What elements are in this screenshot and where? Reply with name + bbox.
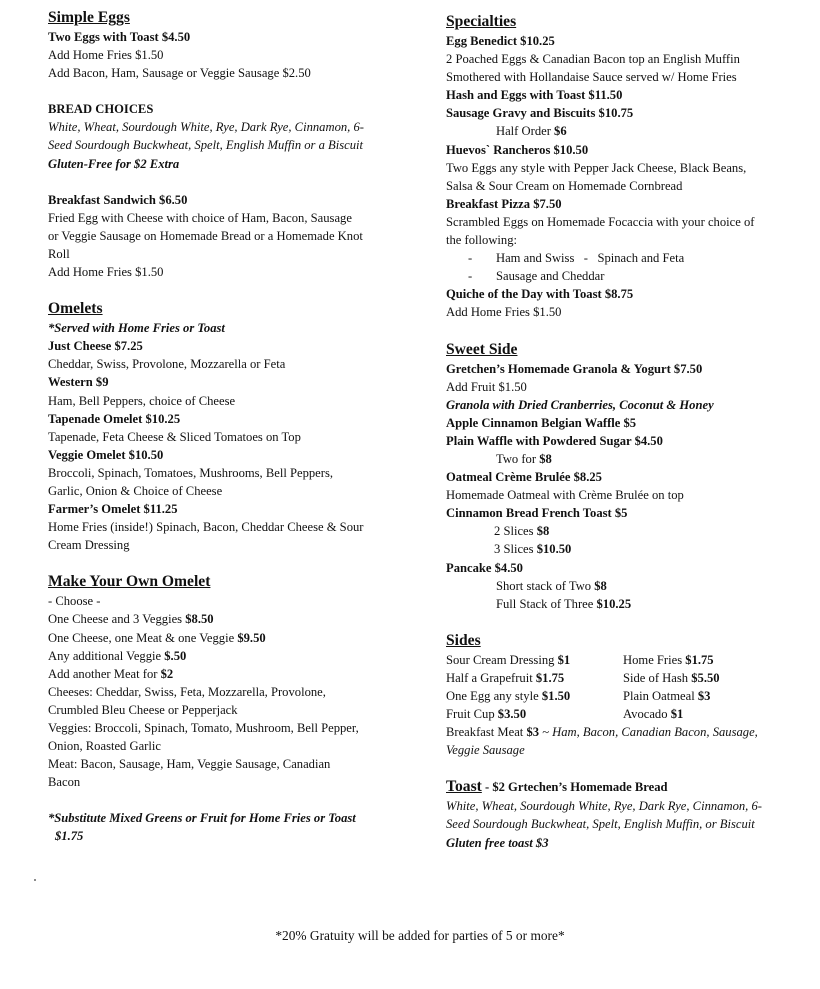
- menu-item: Add Home Fries $1.50: [48, 48, 164, 63]
- half-order-line: [446, 122, 798, 140]
- breakfast-meat-line: [446, 723, 798, 741]
- sides-row: [446, 651, 798, 669]
- egg-benedict-title: Egg Benedict $10.25: [446, 34, 555, 48]
- omelet-title: Veggie Omelet $10.50: [48, 447, 164, 462]
- side-item: [623, 669, 720, 687]
- toast-header-line: [446, 777, 798, 797]
- simple-eggs-header: Simple Eggs: [48, 9, 130, 26]
- option-line: [446, 595, 798, 613]
- right-column: [446, 8, 798, 852]
- sweet-side-header: Sweet Side: [446, 340, 518, 358]
- meat-list: ~ Ham, Bacon, Canadian Bacon, Sausage,: [539, 725, 758, 740]
- option-line: [48, 647, 410, 665]
- side-text: Fruit Cup: [446, 707, 498, 722]
- sides-header: Sides: [446, 631, 481, 649]
- option-line: [48, 665, 410, 683]
- description-line: Roll: [48, 246, 70, 261]
- option-text: 3 Slices: [494, 542, 537, 557]
- half-order-price: $6: [554, 124, 567, 139]
- side-price: $1: [670, 707, 684, 722]
- stray-dot: [34, 879, 36, 881]
- dash-bullet: -: [468, 251, 473, 266]
- pizza-option-text: Ham and Swiss - Spinach and Feta: [496, 251, 685, 266]
- description-line: Broccoli, Spinach, Tomatoes, Mushrooms, Bell Peppers,: [48, 465, 334, 480]
- menu-item: Add Bacon, Ham, Sausage or Veggie Sausage $2.50: [48, 66, 311, 81]
- granola-note: Granola with Dried Cranberries, Coconut & Honey: [446, 397, 714, 412]
- granola-title: Gretchen’s Homemade Granola & Yogurt $7.50: [446, 361, 703, 376]
- omelets-header: Omelets: [48, 300, 103, 318]
- oatmeal-title: Oatmeal Crème Brulée $8.25: [446, 470, 602, 485]
- option-text: Add another Meat for: [48, 666, 161, 681]
- description-line: Ham, Bell Peppers, choice of Cheese: [48, 393, 236, 408]
- description-line: Tapenade, Feta Cheese & Sliced Tomatoes on Top: [48, 429, 301, 444]
- bread-list-line: White, Wheat, Sourdough White, Rye, Dark Rye, Cinnamon, 6-: [446, 799, 762, 814]
- left-column: [48, 8, 410, 846]
- option-price: $8.50: [185, 612, 214, 627]
- rancheros-title: Huevos` Rancheros $10.50: [446, 142, 589, 157]
- option-price: $8: [536, 524, 550, 539]
- description-line: or Veggie Sausage on Homemade Bread or a Homemade Knot: [48, 228, 363, 243]
- side-price: $3: [697, 689, 711, 703]
- description-line: Smothered with Hollandaise Sauce served w/ Home Fries: [446, 70, 737, 85]
- breakfast-sandwich-title: Breakfast Sandwich $6.50: [48, 192, 188, 207]
- side-item: [446, 687, 623, 705]
- side-price: $1.75: [535, 670, 565, 685]
- description-line: Homemade Oatmeal with Crème Brulée on top: [446, 488, 684, 503]
- option-price: $9.50: [237, 630, 266, 645]
- specialties-header: Specialties: [446, 13, 517, 30]
- ingredient-line: Meat: Bacon, Sausage, Ham, Veggie Sausage, Canadian: [48, 757, 331, 772]
- gluten-free-toast: Gluten free toast $3: [446, 835, 549, 850]
- side-text: Avocado: [623, 707, 671, 722]
- option-price: $8: [594, 578, 607, 593]
- omelet-title: Tapenade Omelet $10.25: [48, 411, 181, 426]
- choose-label: - Choose -: [48, 594, 101, 609]
- bread-list-line: Seed Sourdough Buckwheat, Spelt, English Muffin or a Biscuit: [48, 138, 364, 153]
- side-price: $1.75: [685, 652, 714, 667]
- option-price: $2: [160, 666, 174, 681]
- side-item: [623, 651, 714, 669]
- description-line: Cheddar, Swiss, Provolone, Mozzarella or Feta: [48, 357, 286, 372]
- addon-line: Add Fruit $1.50: [446, 379, 527, 394]
- omelet-title: Western $9: [48, 375, 109, 390]
- option-text: 2 Slices: [494, 524, 537, 539]
- ingredient-line: Onion, Roasted Garlic: [48, 739, 161, 754]
- omelets-note: *Served with Home Fries or Toast: [48, 321, 225, 336]
- side-item: [623, 705, 683, 723]
- substitute-price: $1.75: [55, 829, 84, 844]
- two-for-label: Two for: [496, 451, 540, 466]
- ingredient-line: Cheeses: Cheddar, Swiss, Feta, Mozzarella, Provolone,: [48, 684, 326, 699]
- pizza-option: [446, 267, 798, 285]
- side-item: [446, 669, 623, 687]
- sides-row: [446, 669, 798, 687]
- option-line: [48, 610, 410, 628]
- dash-bullet: -: [468, 269, 473, 284]
- sides-row: [446, 705, 798, 723]
- option-line: [446, 522, 798, 540]
- gratuity-footer: *20% Gratuity will be added for parties of 5 or more*: [275, 928, 565, 943]
- side-price: $1.50: [541, 689, 571, 703]
- option-text: Full Stack of Three: [496, 596, 597, 611]
- meat-label: Breakfast Meat: [446, 725, 527, 740]
- option-price: $10.50: [536, 542, 572, 557]
- pizza-title: Breakfast Pizza $7.50: [446, 196, 562, 211]
- hash-eggs-title: Hash and Eggs with Toast $11.50: [446, 88, 623, 103]
- side-price: $1: [557, 652, 571, 667]
- description-line: Salsa & Sour Cream on Homemade Cornbread: [446, 178, 683, 193]
- option-text: One Cheese and 3 Veggies: [48, 612, 186, 627]
- toast-header-rest: - $2 Grtechen’s Homemade Bread: [481, 780, 668, 795]
- description-line: Fried Egg with Cheese with choice of Ham, Bacon, Sausage: [48, 210, 352, 225]
- description-line: the following:: [446, 233, 518, 248]
- quiche-title: Quiche of the Day with Toast $8.75: [446, 287, 634, 302]
- option-price: $.50: [164, 648, 187, 663]
- side-item: [446, 705, 623, 723]
- description-line: Home Fries (inside!) Spinach, Bacon, Cheddar Cheese & Sour: [48, 520, 364, 535]
- side-text: One Egg any style: [446, 689, 542, 703]
- description-line: Cream Dressing: [48, 538, 130, 553]
- option-text: Short stack of Two: [496, 578, 595, 593]
- option-text: Any additional Veggie: [48, 648, 165, 663]
- meat-list-cont: Veggie Sausage: [446, 743, 525, 758]
- description-line: Garlic, Onion & Choice of Cheese: [48, 483, 223, 498]
- ingredient-line: Veggies: Broccoli, Spinach, Tomato, Mushroom, Bell Pepper,: [48, 721, 359, 735]
- meat-price: $3: [526, 725, 540, 740]
- menu-item: Two Eggs with Toast $4.50: [48, 30, 191, 44]
- side-price: $5.50: [691, 670, 720, 685]
- ingredient-line: Crumbled Bleu Cheese or Pepperjack: [48, 702, 238, 717]
- apple-waffle-title: Apple Cinnamon Belgian Waffle $5: [446, 415, 637, 430]
- description-line: Two Eggs any style with Pepper Jack Cheese, Black Beans,: [446, 160, 747, 175]
- option-price: $10.25: [596, 596, 632, 611]
- option-line: [446, 540, 798, 558]
- toast-header: Toast: [446, 778, 482, 796]
- description-line: Scrambled Eggs on Homemade Focaccia with your choice of: [446, 214, 755, 229]
- description-line: 2 Poached Eggs & Canadian Bacon top an English Muffin: [446, 52, 740, 67]
- bread-list-line: White, Wheat, Sourdough White, Rye, Dark Rye, Cinnamon, 6-: [48, 120, 364, 135]
- side-price: $3.50: [497, 707, 527, 722]
- side-text: Plain Oatmeal: [623, 689, 698, 703]
- pancake-title: Pancake $4.50: [446, 560, 523, 575]
- ingredient-line: Bacon: [48, 775, 81, 790]
- make-your-own-header: Make Your Own Omelet: [48, 573, 211, 591]
- side-text: Sour Cream Dressing: [446, 652, 558, 667]
- pizza-option-text: Sausage and Cheddar: [496, 269, 605, 284]
- two-for-price: $8: [539, 451, 552, 466]
- bread-choices-header: BREAD CHOICES: [48, 102, 154, 117]
- side-text: Side of Hash: [623, 670, 692, 685]
- sides-row: [446, 687, 798, 705]
- option-text: One Cheese, one Meat & one Veggie: [48, 630, 238, 645]
- omelet-title: Farmer’s Omelet $11.25: [48, 502, 178, 517]
- option-line: [446, 577, 798, 595]
- option-line: [48, 629, 410, 647]
- addon-line: Add Home Fries $1.50: [48, 265, 164, 280]
- omelet-title: Just Cheese $7.25: [48, 339, 143, 354]
- side-item: [623, 687, 710, 705]
- bread-list-line: Seed Sourdough Buckwheat, Spelt, English Muffin, or Biscuit: [446, 817, 755, 832]
- half-order-label: Half Order: [496, 124, 555, 139]
- side-item: [446, 651, 623, 669]
- side-text: Home Fries: [623, 652, 686, 667]
- two-for-line: [446, 450, 798, 468]
- gravy-title: Sausage Gravy and Biscuits $10.75: [446, 106, 634, 121]
- plain-waffle-title: Plain Waffle with Powdered Sugar $4.50: [446, 433, 663, 448]
- side-text: Half a Grapefruit: [446, 670, 536, 685]
- substitute-note: *Substitute Mixed Greens or Fruit for Home Fries or Toast: [48, 811, 356, 826]
- pizza-option: [446, 249, 798, 267]
- addon-line: Add Home Fries $1.50: [446, 305, 562, 320]
- french-toast-title: Cinnamon Bread French Toast $5: [446, 506, 628, 521]
- gluten-free-note: Gluten-Free for $2 Extra: [48, 156, 180, 171]
